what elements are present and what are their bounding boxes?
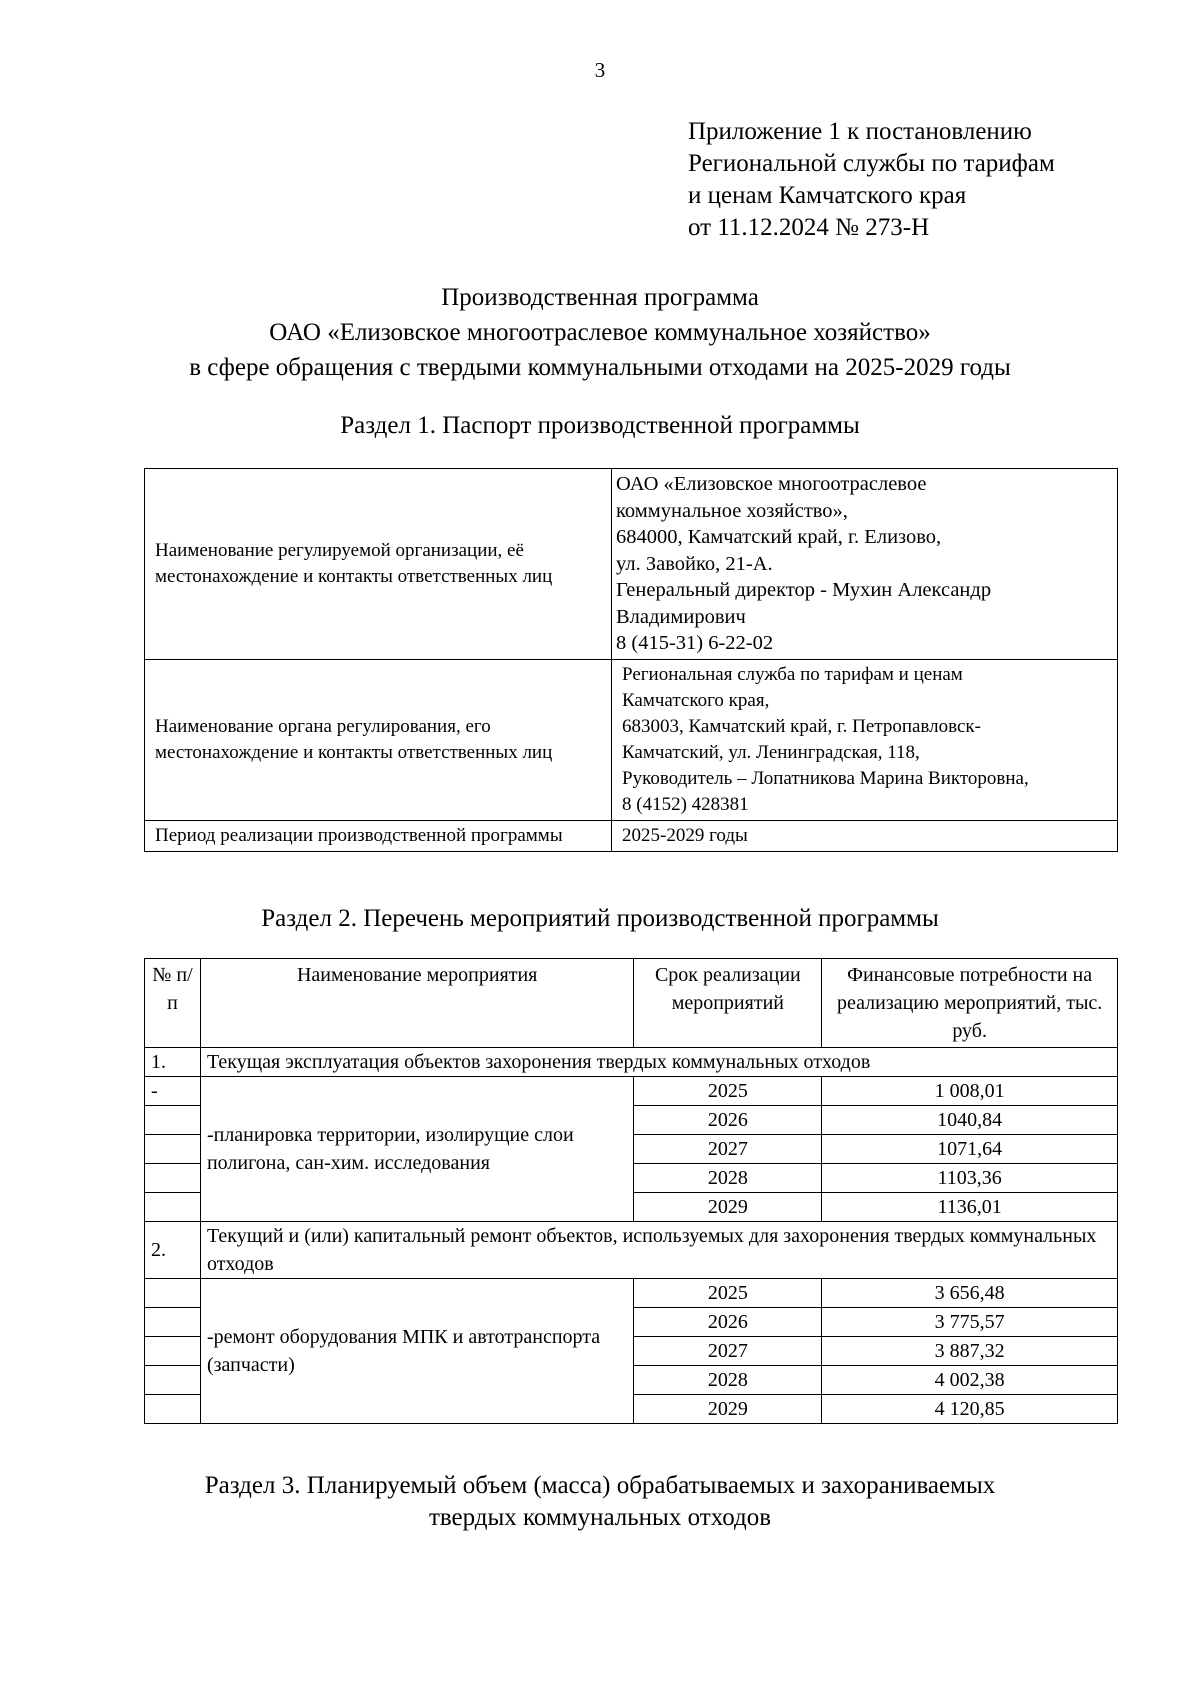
group-title: Текущий и (или) капитальный ремонт объектов, используемых для захоронения твердых коммунальных отходов xyxy=(200,1222,1117,1279)
passport-value xyxy=(612,659,1118,820)
passport-label: Период реализации производственной программы xyxy=(145,820,612,851)
item-num xyxy=(145,1279,201,1308)
empty-cell xyxy=(145,1164,201,1193)
page-number: 3 xyxy=(594,58,606,82)
value-cell: 1040,84 xyxy=(822,1106,1118,1135)
value-cell: 3 656,48 xyxy=(822,1279,1118,1308)
empty-cell xyxy=(145,1395,201,1424)
title-line: ОАО «Елизовское многоотраслевое коммунальное хозяйство» xyxy=(269,319,931,346)
group-row xyxy=(145,1048,1118,1077)
value-line: Генеральный директор - Мухин Александр xyxy=(616,579,992,601)
header-finance: Финансовые потребности на реализацию мероприятий, тыс. руб. xyxy=(822,959,1118,1048)
value-cell: 3 887,32 xyxy=(822,1337,1118,1366)
group-row xyxy=(145,1222,1118,1279)
empty-cell xyxy=(145,1193,201,1222)
empty-cell xyxy=(145,1337,201,1366)
empty-cell xyxy=(145,1308,201,1337)
table-row xyxy=(145,820,1118,851)
year-cell: 2028 xyxy=(634,1366,822,1395)
document-title xyxy=(0,280,1200,385)
value-cell: 1136,01 xyxy=(822,1193,1118,1222)
value-cell: 1071,64 xyxy=(822,1135,1118,1164)
appendix-line: Региональной службы по тарифам xyxy=(688,150,1055,177)
item-num: - xyxy=(145,1077,201,1106)
appendix-line: от 11.12.2024 № 273-Н xyxy=(688,214,930,241)
year-cell: 2027 xyxy=(634,1135,822,1164)
year-cell: 2028 xyxy=(634,1164,822,1193)
heading-line: Раздел 3. Планируемый объем (масса) обрабатываемых и захораниваемых xyxy=(204,1472,996,1499)
value-line: 684000, Камчатский край, г. Елизово, xyxy=(616,526,942,548)
passport-table xyxy=(144,468,1118,852)
empty-cell xyxy=(145,1106,201,1135)
title-line: в сфере обращения с твердыми коммунальными отходами на 2025-2029 годы xyxy=(189,354,1011,381)
year-cell: 2029 xyxy=(634,1193,822,1222)
value-line: Камчатский, ул. Ленинградская, 118, xyxy=(622,741,920,763)
year-cell: 2029 xyxy=(634,1395,822,1424)
passport-value: 2025-2029 годы xyxy=(612,820,1118,851)
value-cell: 1 008,01 xyxy=(822,1077,1118,1106)
section2-heading: Раздел 2. Перечень мероприятий производственной программы xyxy=(261,905,939,932)
table-row xyxy=(145,1077,1118,1106)
value-line: Региональная служба по тарифам и ценам xyxy=(622,663,963,685)
year-cell: 2026 xyxy=(634,1308,822,1337)
section3-heading xyxy=(0,1470,1200,1534)
item-name: -планировка территории, изолирущие слои полигона, сан-хим. исследования xyxy=(200,1077,633,1222)
group-num: 1. xyxy=(145,1048,201,1077)
table-row xyxy=(145,1279,1118,1308)
empty-cell xyxy=(145,1366,201,1395)
group-num: 2. xyxy=(145,1222,201,1279)
value-line: ул. Завойко, 21-А. xyxy=(616,552,773,575)
measures-table xyxy=(144,958,1118,1424)
empty-cell xyxy=(145,1135,201,1164)
appendix-note xyxy=(688,116,1055,244)
year-cell: 2026 xyxy=(634,1106,822,1135)
header-name: Наименование мероприятия xyxy=(200,959,633,1048)
value-cell: 4 002,38 xyxy=(822,1366,1118,1395)
title-line: Производственная программа xyxy=(441,284,759,311)
passport-label: Наименование органа регулирования, его местонахождение и контакты ответственных лиц xyxy=(145,659,612,820)
group-title: Текущая эксплуатация объектов захоронения твердых коммунальных отходов xyxy=(200,1048,1117,1077)
appendix-line: и ценам Камчатского края xyxy=(688,182,967,209)
header-term: Срок реализации мероприятий xyxy=(634,959,822,1048)
value-line: коммунальное хозяйство», xyxy=(616,499,848,522)
passport-label: Наименование регулируемой организации, её местонахождение и контакты ответственных лиц xyxy=(145,469,612,660)
value-line: Руководитель – Лопатникова Марина Викторовна, xyxy=(622,767,1029,789)
value-cell: 3 775,57 xyxy=(822,1308,1118,1337)
table-row xyxy=(145,659,1118,820)
heading-line: твердых коммунальных отходов xyxy=(428,1504,772,1531)
table-header-row xyxy=(145,959,1118,1048)
year-cell: 2025 xyxy=(634,1279,822,1308)
passport-value xyxy=(612,469,1118,660)
header-num: № п/п xyxy=(145,959,201,1048)
value-line: 683003, Камчатский край, г. Петропавловск- xyxy=(622,715,981,737)
section1-heading: Раздел 1. Паспорт производственной программы xyxy=(340,412,860,439)
table-row xyxy=(145,469,1118,660)
value-line: Владимирович xyxy=(616,605,746,628)
year-cell: 2027 xyxy=(634,1337,822,1366)
item-name: -ремонт оборудования МПК и автотранспорта (запчасти) xyxy=(200,1279,633,1424)
appendix-line: Приложение 1 к постановлению xyxy=(688,118,1032,145)
value-cell: 1103,36 xyxy=(822,1164,1118,1193)
value-cell: 4 120,85 xyxy=(822,1395,1118,1424)
value-line: 8 (415-31) 6-22-02 xyxy=(616,632,774,654)
value-line: Камчатского края, xyxy=(622,689,770,711)
value-line: ОАО «Елизовское многоотраслевое xyxy=(616,473,927,495)
year-cell: 2025 xyxy=(634,1077,822,1106)
value-line: 8 (4152) 428381 xyxy=(622,793,749,815)
